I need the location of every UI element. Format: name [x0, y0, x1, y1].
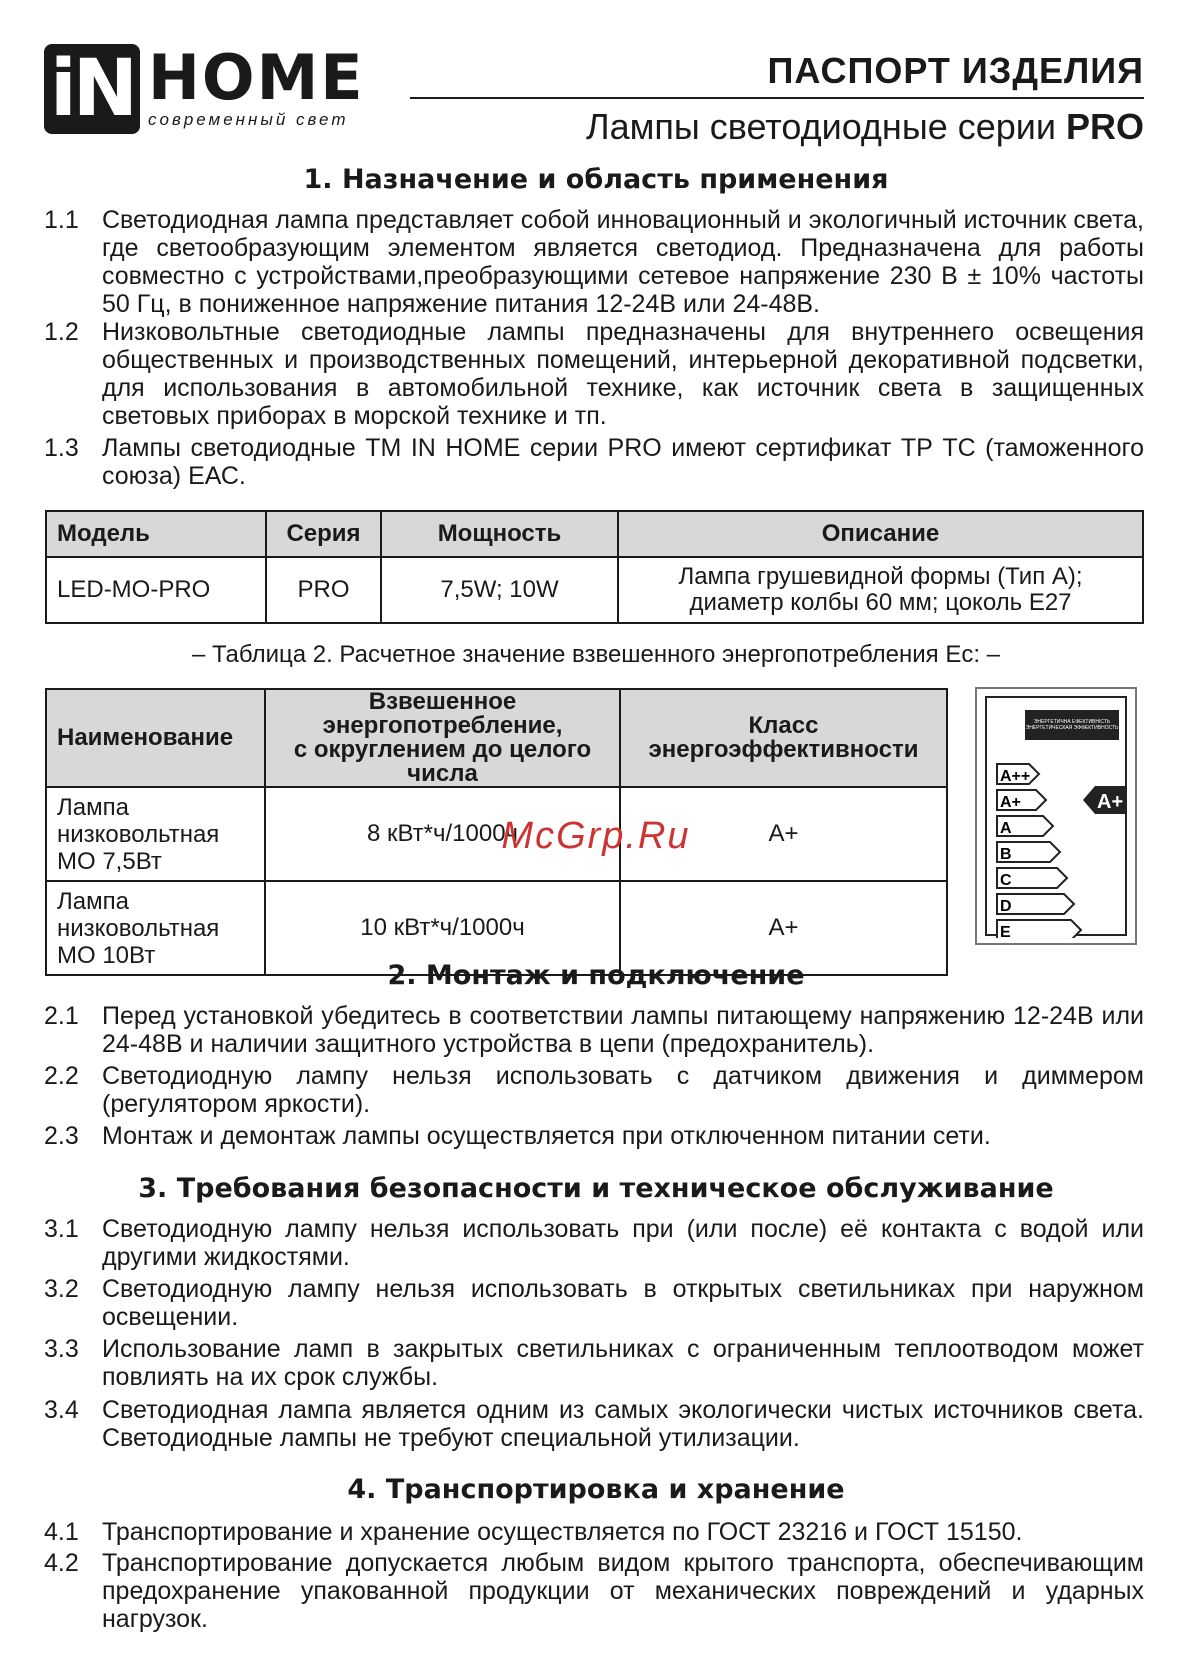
- item-number: 4.1: [44, 1518, 79, 1546]
- item-text: Монтаж и демонтаж лампы осуществляется при отключенном питании сети.: [102, 1122, 991, 1150]
- svg-text:C: C: [1000, 872, 1012, 889]
- item-number: 2.3: [44, 1122, 79, 1150]
- svg-text:A: A: [1000, 820, 1012, 837]
- item-3-1: [44, 1215, 1144, 1271]
- item-text: Транспортирование и хранение осуществляется по ГОСТ 23216 и ГОСТ 15150.: [102, 1518, 1023, 1546]
- cell-series: PRO: [266, 557, 381, 623]
- name-line: низковольтная: [57, 820, 220, 848]
- subtitle-series: PRO: [1065, 106, 1144, 147]
- item-3-3: [44, 1335, 1144, 1391]
- svg-text:A++: A++: [1000, 768, 1031, 785]
- logo-tagline: современный свет: [148, 110, 349, 129]
- document-title: ПАСПОРТ ИЗДЕЛИЯ: [767, 50, 1144, 91]
- item-number: 1.2: [44, 318, 79, 346]
- logo-in: iN: [44, 44, 140, 134]
- logo-home: HOME: [148, 41, 365, 114]
- class-arrow-d: [997, 894, 1074, 915]
- header-power: Мощность: [381, 511, 618, 557]
- document-subtitle: [586, 106, 1144, 148]
- item-2-2: [44, 1062, 1144, 1118]
- item-number: 2.2: [44, 1062, 79, 1090]
- table-2-caption: – Таблица 2. Расчетное значение взвешенного энергопотребления Ec: –: [191, 641, 1001, 668]
- model-table: [45, 510, 1144, 624]
- energy-label-header: ЭНЕРГЕТИЧНА ЕФЕКТИВНІСТЬ ЭНЕРГЕТИЧЕСКАЯ ЭФФЕКТИВНОСТЬ: [1025, 710, 1119, 740]
- item-number: 3.2: [44, 1275, 79, 1303]
- class-arrow-c: [997, 868, 1067, 889]
- item-2-1: [44, 1002, 1144, 1058]
- class-arrow-e: [997, 920, 1081, 938]
- watermark: McGrp.Ru: [501, 815, 691, 857]
- name-line: низковольтная: [57, 914, 220, 942]
- item-text: Светодиодная лампа представляет собой инновационный и экологичный источник света, где светообразующим элементом является светодиод. Предназначена для работы совместно с устройствами,преобразующими сетевое напряжение 230 В ± 10% частоты 50 Гц, в пониженное напряжение питания 12-24В или 24-48В.: [102, 206, 1144, 318]
- selected-class-indicator: [1083, 786, 1127, 814]
- name-line: МО 7,5Вт: [57, 847, 162, 875]
- item-1-1: [44, 206, 1144, 318]
- item-text: Светодиодную лампу нельзя использовать при (или после) её контакта с водой или другими жидкостями.: [102, 1215, 1144, 1271]
- description-line: Лампа грушевидной формы (Тип А);: [678, 563, 1083, 590]
- class-arrow-a-plus-plus: [997, 764, 1039, 785]
- item-number: 3.1: [44, 1215, 79, 1243]
- cell-consumption: 10 кВт*ч/1000ч: [265, 881, 620, 975]
- item-text: Светодиодная лампа является одним из самых экологически чистых источников света. Светодиодные лампы не требуют специальной утилизации.: [102, 1396, 1144, 1452]
- item-number: 1.1: [44, 206, 79, 234]
- item-1-3: [44, 434, 1144, 490]
- item-3-2: [44, 1275, 1144, 1331]
- svg-text:D: D: [1000, 898, 1012, 915]
- description-line: диаметр колбы 60 мм; цоколь Е27: [689, 589, 1072, 616]
- item-number: 4.2: [44, 1549, 79, 1577]
- item-3-4: [44, 1396, 1144, 1452]
- subtitle-text: Лампы светодиодные серии: [585, 106, 1066, 147]
- svg-text:A+: A+: [1097, 791, 1124, 813]
- item-2-3: [44, 1122, 1144, 1150]
- item-text: Использование ламп в закрытых светильниках с ограниченным теплоотводом может повлиять на их срок службы.: [102, 1335, 1144, 1391]
- item-4-2: [44, 1549, 1144, 1633]
- header-line: Взвешенное энергопотребление,: [322, 688, 563, 739]
- name-line: Лампа: [57, 887, 129, 915]
- header-description: Описание: [618, 511, 1143, 557]
- cell-description: [618, 557, 1143, 623]
- header-line: с округлением до целого числа: [293, 736, 592, 787]
- section-1-title: 1. Назначение и область применения: [303, 164, 889, 195]
- header-name: Наименование: [46, 689, 265, 787]
- item-number: 1.3: [44, 434, 79, 462]
- item-text: Транспортирование допускается любым видом крытого транспорта, обеспечивающим предохранение упакованной продукции от механических повреждений и ударных нагрузок.: [102, 1549, 1144, 1633]
- section-2-title: 2. Монтаж и подключение: [387, 960, 805, 991]
- item-1-2: [44, 318, 1144, 430]
- section-3-title: 3. Требования безопасности и техническое обслуживание: [138, 1173, 1054, 1204]
- cell-model: LED-MO-PRO: [46, 557, 266, 623]
- item-number: 3.3: [44, 1335, 79, 1363]
- name-line: Лампа: [57, 793, 129, 821]
- header-series: Серия: [266, 511, 381, 557]
- item-number: 3.4: [44, 1396, 79, 1424]
- item-text: Перед установкой убедитесь в соответствии лампы питающему напряжению 12-24В или 24-48В и наличии защитного устройства в цепи (предохранитель).: [102, 1002, 1144, 1058]
- cell-power: 7,5W; 10W: [381, 557, 618, 623]
- header-class: Класс энергоэффективности: [620, 689, 947, 787]
- brand-logo: [44, 41, 365, 134]
- svg-text:E: E: [1000, 924, 1011, 938]
- item-text: Светодиодную лампу нельзя использовать с датчиком движения и диммером (регулятором яркости).: [102, 1062, 1144, 1118]
- section-4-title: 4. Транспортировка и хранение: [347, 1474, 845, 1505]
- header-model: Модель: [46, 511, 266, 557]
- item-4-1: [44, 1518, 1144, 1546]
- item-text: Светодиодную лампу нельзя использовать в открытых светильниках при наружном освещении.: [102, 1275, 1144, 1331]
- item-text: Лампы светодиодные ТМ IN HOME серии PRO имеют сертификат ТР ТС (таможенного союза) ЕАС.: [102, 434, 1144, 490]
- cell-class: А+: [620, 787, 947, 881]
- name-line: МО 10Вт: [57, 941, 156, 969]
- cell-consumption: 8 кВт*ч/1000ч: [265, 787, 620, 881]
- svg-text:A+: A+: [1000, 794, 1021, 811]
- item-number: 2.1: [44, 1002, 79, 1030]
- table-row: [46, 557, 1143, 623]
- svg-text:B: B: [1000, 846, 1012, 863]
- cell-class: А+: [620, 881, 947, 975]
- item-text: Низковольтные светодиодные лампы предназначены для внутреннего освещения общественных и производственных помещений, интерьерной декоративной подсветки, для использования в автомобильной технике, как источник света в защищенных световых приборах в морской технике и тп.: [102, 318, 1144, 430]
- header-consumption: [265, 689, 620, 787]
- header-divider: [410, 97, 1144, 99]
- class-arrow-a-plus: [997, 790, 1046, 811]
